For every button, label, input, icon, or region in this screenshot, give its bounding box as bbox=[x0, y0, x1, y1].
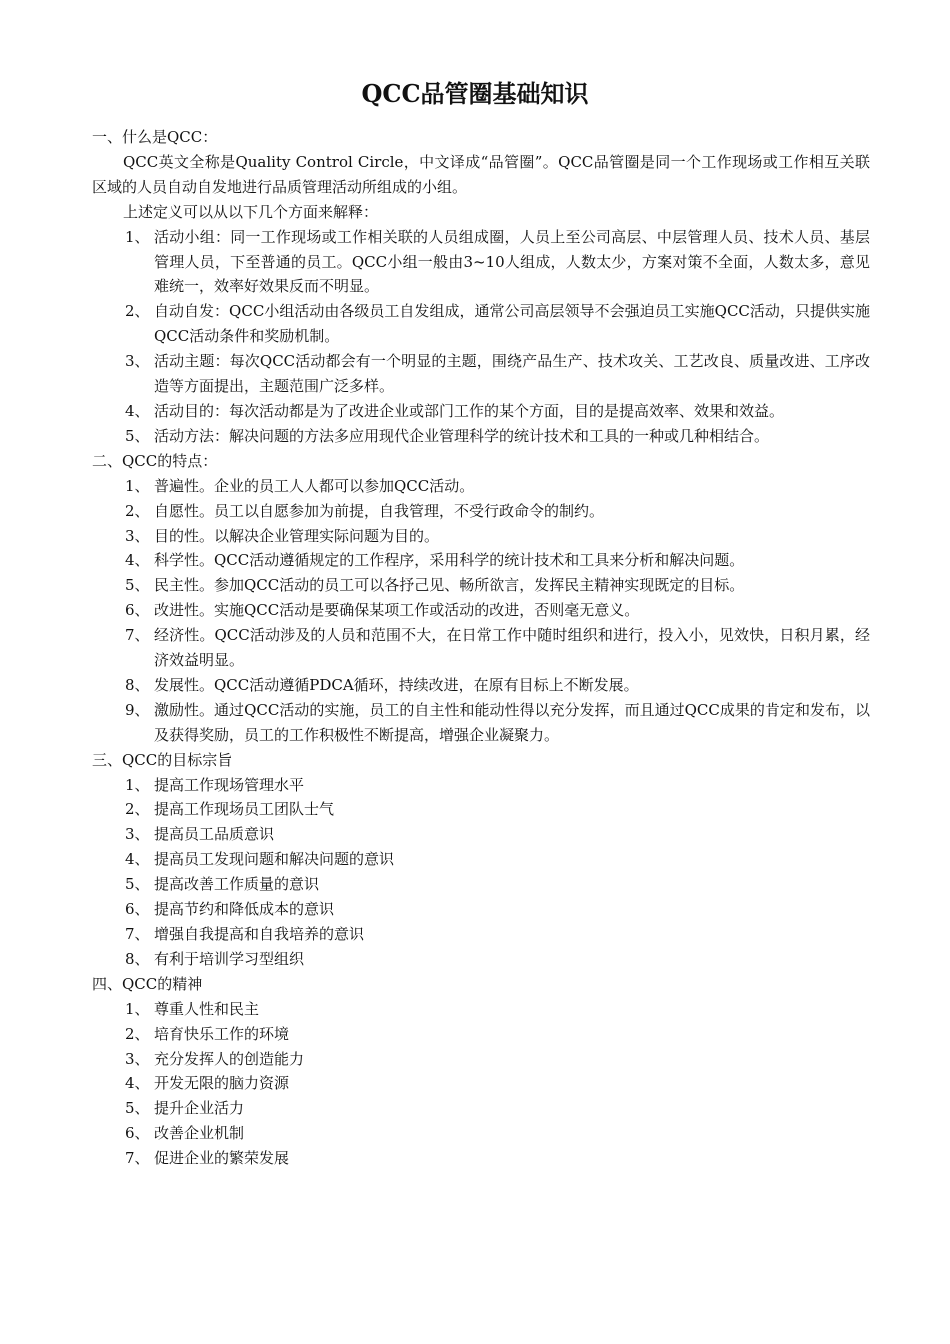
list-item bbox=[92, 1121, 870, 1146]
list-item-number: 2、 bbox=[125, 1024, 150, 1043]
section-2 bbox=[92, 449, 870, 748]
list-item-text: 培育快乐工作的环境 bbox=[154, 1024, 290, 1043]
section-heading: 一、什么是QCC： bbox=[92, 128, 218, 146]
list-item-number: 5、 bbox=[125, 576, 150, 595]
list-item-text: 改善企业机制 bbox=[154, 1124, 245, 1143]
section-heading: 二、QCC的特点： bbox=[92, 451, 218, 470]
list-item-number: 1、 bbox=[125, 999, 150, 1018]
list-item bbox=[92, 673, 870, 698]
numbered-list bbox=[92, 225, 870, 449]
list-item-text: 提高节约和降低成本的意识 bbox=[154, 900, 335, 919]
list-item-text: 提高工作现场员工团队士气 bbox=[154, 800, 335, 819]
list-item bbox=[92, 424, 870, 449]
section-3 bbox=[92, 748, 870, 972]
list-item bbox=[92, 997, 870, 1022]
list-item-number: 7、 bbox=[125, 1149, 150, 1168]
list-item-number: 8、 bbox=[125, 675, 150, 694]
list-item bbox=[92, 499, 870, 524]
numbered-list bbox=[92, 773, 870, 972]
list-item bbox=[92, 847, 870, 872]
document-body bbox=[92, 125, 870, 1171]
list-item-text: 充分发挥人的创造能力 bbox=[154, 1049, 305, 1068]
list-item-text: 活动目的：每次活动都是为了改进企业或部门工作的某个方面，目的是提高效率、效果和效益。 bbox=[154, 401, 785, 420]
list-item bbox=[92, 897, 870, 922]
list-item-number: 2、 bbox=[125, 800, 150, 819]
list-item bbox=[92, 225, 870, 300]
list-item-text: 普遍性。企业的员工人人都可以参加QCC活动。 bbox=[154, 476, 475, 495]
list-item-number: 2、 bbox=[125, 302, 150, 321]
list-item-text: 改进性。实施QCC活动是要确保某项工作或活动的改进，否则毫无意义。 bbox=[154, 601, 640, 620]
list-item-text: 活动主题：每次QCC活动都会有一个明显的主题，围绕产品生产、技术攻关、工艺改良、质量改进、工序改造等方面提出，主题范围广泛多样。 bbox=[154, 352, 870, 396]
list-item bbox=[92, 1071, 870, 1096]
list-item bbox=[92, 598, 870, 623]
list-item-text: 提高员工品质意识 bbox=[154, 825, 275, 844]
numbered-list bbox=[92, 997, 870, 1171]
list-item-number: 1、 bbox=[125, 775, 150, 794]
list-item bbox=[92, 524, 870, 549]
body-paragraph: 上述定义可以从以下几个方面来解释： bbox=[123, 202, 379, 221]
list-item-text: 尊重人性和民主 bbox=[154, 999, 260, 1018]
section-4 bbox=[92, 972, 870, 1171]
list-item-number: 7、 bbox=[125, 925, 150, 943]
list-item-number: 3、 bbox=[125, 1049, 150, 1068]
list-item-text: 发展性。QCC活动遵循PDCA循环，持续改进，在原有目标上不断发展。 bbox=[154, 675, 639, 694]
list-item bbox=[92, 872, 870, 897]
list-item-number: 4、 bbox=[125, 1074, 150, 1093]
list-item-text: 提升企业活力 bbox=[154, 1099, 245, 1118]
list-item-text: 目的性。以解决企业管理实际问题为目的。 bbox=[154, 526, 440, 545]
list-item bbox=[92, 623, 870, 673]
list-item bbox=[92, 1146, 870, 1171]
page-title: QCC品管圈基础知识 bbox=[361, 79, 589, 108]
list-item-number: 5、 bbox=[125, 875, 150, 894]
list-item-number: 4、 bbox=[125, 551, 150, 570]
list-item-text: 经济性。QCC活动涉及的人员和范围不大，在日常工作中随时组织和进行，投入小，见效快，日积月累，经济效益明显。 bbox=[154, 626, 870, 670]
list-item-text: 增强自我提高和自我培养的意识 bbox=[154, 925, 365, 943]
list-item-number: 4、 bbox=[125, 401, 150, 420]
list-item-number: 7、 bbox=[125, 626, 150, 645]
list-item bbox=[92, 1096, 870, 1121]
list-item bbox=[92, 797, 870, 822]
list-item-number: 3、 bbox=[125, 526, 150, 545]
section-heading: 四、QCC的精神 bbox=[92, 974, 203, 993]
list-item bbox=[92, 822, 870, 847]
list-item bbox=[92, 474, 870, 499]
numbered-list bbox=[92, 474, 870, 748]
list-item-text: 开发无限的脑力资源 bbox=[154, 1074, 290, 1093]
list-item-number: 3、 bbox=[125, 352, 150, 371]
list-item-text: 提高改善工作质量的意识 bbox=[154, 875, 320, 894]
list-item-text: 自动自发：QCC小组活动由各级员工自发组成，通常公司高层领导不会强迫员工实施QCC活动，只提供实施QCC活动条件和奖励机制。 bbox=[154, 302, 870, 346]
list-item bbox=[92, 947, 870, 972]
list-item-number: 8、 bbox=[125, 949, 150, 968]
list-item-number: 3、 bbox=[125, 825, 150, 844]
list-item-number: 6、 bbox=[125, 1124, 150, 1143]
list-item bbox=[92, 1047, 870, 1072]
list-item-text: 活动小组：同一工作现场或工作相关联的人员组成圈，人员上至公司高层、中层管理人员、技术人员、基层管理人员，下至普通的员工。QCC小组一般由3~10人组成，人数太少，方案对策不全面，人数太多，意见难统一，效率好效果反而不明显。 bbox=[154, 227, 870, 296]
list-item-text: 促进企业的繁荣发展 bbox=[154, 1149, 290, 1168]
list-item-number: 9、 bbox=[125, 700, 150, 719]
section-1 bbox=[92, 125, 870, 449]
list-item-text: 提高工作现场管理水平 bbox=[154, 775, 305, 794]
list-item-text: 民主性。参加QCC活动的员工可以各抒己见、畅所欲言，发挥民主精神实现既定的目标。 bbox=[154, 576, 745, 595]
list-item-text: 科学性。QCC活动遵循规定的工作程序，采用科学的统计技术和工具来分析和解决问题。 bbox=[154, 551, 745, 570]
list-item-number: 4、 bbox=[125, 850, 150, 869]
list-item bbox=[92, 698, 870, 748]
list-item-text: 提高员工发现问题和解决问题的意识 bbox=[154, 850, 395, 869]
list-item bbox=[92, 773, 870, 798]
list-item-number: 2、 bbox=[125, 501, 150, 520]
list-item bbox=[92, 349, 870, 399]
list-item-text: 自愿性。员工以自愿参加为前提，自我管理，不受行政命令的制约。 bbox=[154, 501, 605, 520]
body-paragraph: QCC英文全称是Quality Control Circle，中文译成“品管圈”。QCC品管圈是同一个工作现场或工作相互关联区域的人员自动自发地进行品质管理活动所组成的小组。 bbox=[92, 152, 870, 196]
list-item-number: 1、 bbox=[125, 227, 150, 246]
list-item bbox=[92, 922, 870, 947]
list-item bbox=[92, 399, 870, 424]
list-item-number: 6、 bbox=[125, 900, 150, 919]
list-item-text: 活动方法：解决问题的方法多应用现代企业管理科学的统计技术和工具的一种或几种相结合。 bbox=[154, 426, 770, 445]
list-item-number: 5、 bbox=[125, 1099, 150, 1118]
list-item-text: 激励性。通过QCC活动的实施，员工的自主性和能动性得以充分发挥，而且通过QCC成果的肯定和发布，以及获得奖励，员工的工作积极性不断提高，增强企业凝聚力。 bbox=[154, 700, 870, 744]
list-item-number: 6、 bbox=[125, 601, 150, 620]
list-item-number: 5、 bbox=[125, 426, 150, 445]
list-item bbox=[92, 1022, 870, 1047]
list-item bbox=[92, 548, 870, 573]
list-item bbox=[92, 573, 870, 598]
list-item-text: 有利于培训学习型组织 bbox=[154, 949, 305, 968]
list-item bbox=[92, 299, 870, 349]
list-item-number: 1、 bbox=[125, 476, 150, 495]
section-heading: 三、QCC的目标宗旨 bbox=[92, 750, 233, 769]
